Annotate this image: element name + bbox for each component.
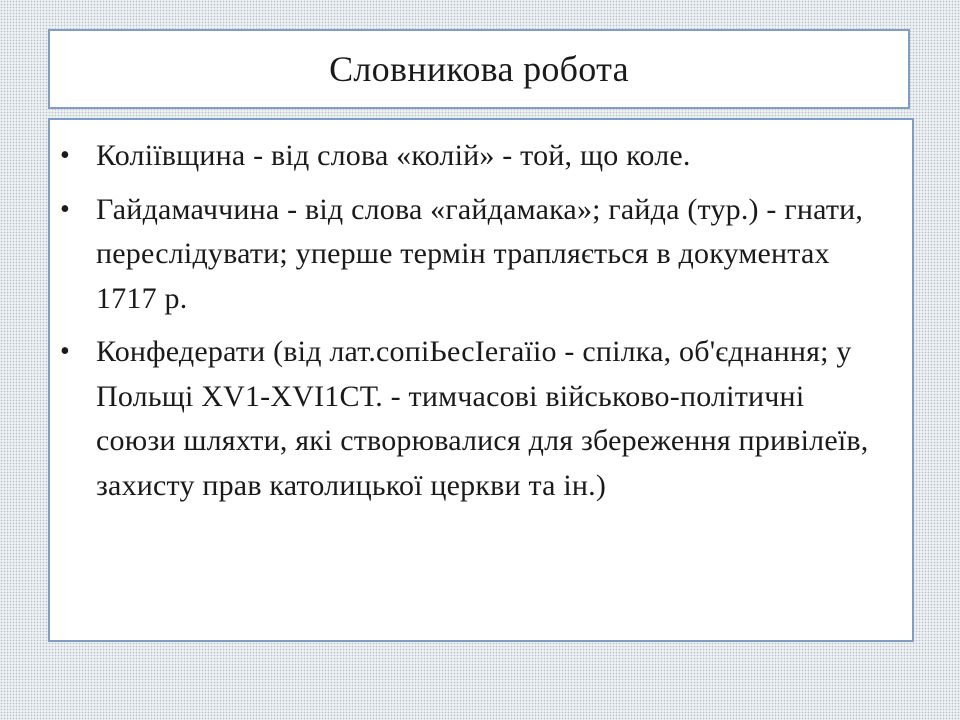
bullet-item-konfederaty <box>58 330 882 508</box>
bullet-item-koliivshchyna <box>58 134 882 179</box>
bullet-item-haidamachchyna <box>58 188 882 322</box>
slide-title: Словникова робота <box>329 49 629 89</box>
bullet-icon: • <box>60 193 71 225</box>
bullet-text: Конфедерати (від лат.сопіЬесІегаїіо - спілка, об'єднання; у Польщі ХV1-ХVІ1СТ. - тимчасові військово-політичні союзи шляхти, які створювалися для збереження привілеїв, захисту прав католицької церкви та ін.) <box>96 335 869 502</box>
bullet-text: Гайдамаччина - від слова «гайдамака»; гайда (тур.) - гнати, переслідувати; уперше термін трапляється в документах 1717 р. <box>96 192 864 315</box>
bullet-icon: • <box>60 140 71 171</box>
bullet-text: Коліївщина - від слова «колій» - той, що коле. <box>96 139 691 172</box>
slide-title-box <box>48 29 910 109</box>
slide-content-box <box>48 118 914 642</box>
bullet-icon: • <box>60 336 71 367</box>
bullet-list <box>58 134 882 508</box>
